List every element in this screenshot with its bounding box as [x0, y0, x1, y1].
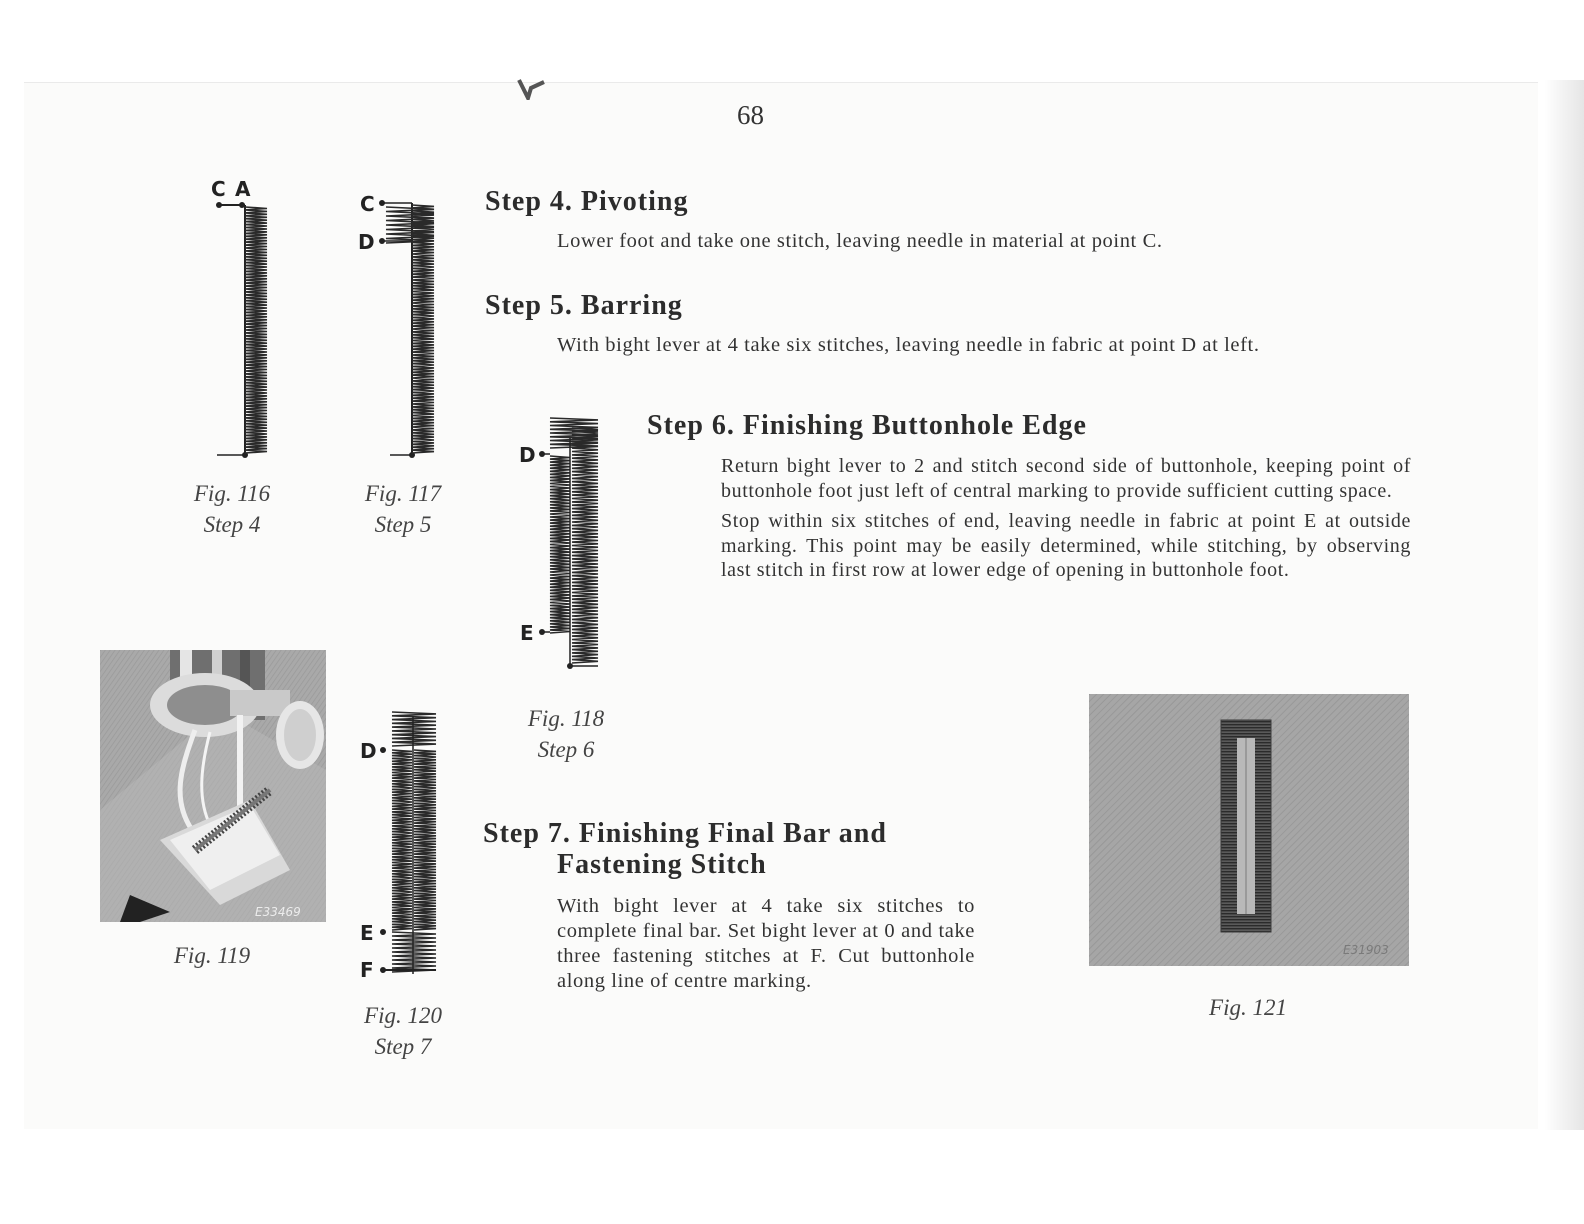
fig-119-code: E33469 — [255, 905, 301, 919]
point-e-label: E — [360, 921, 374, 945]
point-c-label: C — [360, 192, 375, 216]
fig-119-caption — [152, 940, 272, 971]
fig-117-number: Fig. 117 — [364, 481, 442, 506]
fig-120-number: Fig. 120 — [364, 1003, 442, 1028]
fig-120-step: Step 7 — [374, 1034, 432, 1059]
fig-117-caption — [343, 478, 463, 540]
fig-119-number: Fig. 119 — [173, 943, 251, 968]
fig-118-step: Step 6 — [537, 737, 595, 762]
page-edge-shadow — [1544, 80, 1584, 1130]
step-5-title: Step 5. Barring — [485, 290, 683, 321]
point-d-label: D — [358, 230, 375, 254]
fig-117-step: Step 5 — [374, 512, 432, 537]
fig-118-number: Fig. 118 — [527, 706, 605, 731]
step-7-title — [483, 818, 887, 880]
fig-121-photo — [1089, 694, 1409, 966]
point-e-label: E — [520, 621, 534, 645]
fig-116-number: Fig. 116 — [193, 481, 271, 506]
fig-116-step: Step 4 — [203, 512, 261, 537]
fig-121-number: Fig. 121 — [1209, 995, 1287, 1020]
point-a-label: A — [235, 177, 251, 201]
step-7-body: With bight lever at 4 take six stitches to complete final bar. Set bight lever at 0 and take three fastening stitches at F. Cut buttonhole along line of centre marking. — [557, 895, 975, 992]
fig-121-code: E31903 — [1343, 943, 1389, 957]
scan-mark-icon — [516, 78, 546, 100]
fig-116-diagram — [195, 170, 285, 470]
step-4-body: Lower foot and take one stitch, leaving needle in material at point C. — [557, 230, 1163, 252]
fig-120-diagram — [350, 702, 450, 987]
fig-119-photo — [100, 650, 326, 922]
point-d-label: D — [360, 739, 377, 763]
page-number: 68 — [737, 100, 764, 130]
step-7-title-line-2: Fastening Stitch — [557, 849, 767, 880]
fig-116-caption — [172, 478, 292, 540]
fig-117-diagram — [350, 185, 450, 470]
point-c-label: C — [211, 177, 226, 201]
point-d-label: D — [519, 443, 536, 467]
step-7-title-line-1: Step 7. Finishing Final Bar and — [483, 818, 887, 849]
step-6-paragraph-2: Stop within six stitches of end, leaving needle in fabric at point E at outside marking. This point may be easily determined, while stitching, by observing last stitch in first row at lower edge of opening in buttonhole foot. — [721, 510, 1411, 581]
fig-118-diagram — [510, 408, 620, 678]
point-f-label: F — [360, 958, 374, 982]
step-4-title: Step 4. Pivoting — [485, 186, 689, 217]
fig-118-caption — [506, 703, 626, 765]
step-5-body: With bight lever at 4 take six stitches, leaving needle in fabric at point D at left. — [557, 334, 1260, 356]
step-6-paragraph-1: Return bight lever to 2 and stitch second side of buttonhole, keeping point of buttonhole foot just left of central marking to provide sufficient cutting space. — [721, 455, 1411, 502]
step-6-title: Step 6. Finishing Buttonhole Edge — [647, 410, 1087, 441]
step-6-body — [721, 454, 1411, 589]
fig-121-caption — [1188, 992, 1308, 1023]
fig-120-caption — [343, 1000, 463, 1062]
